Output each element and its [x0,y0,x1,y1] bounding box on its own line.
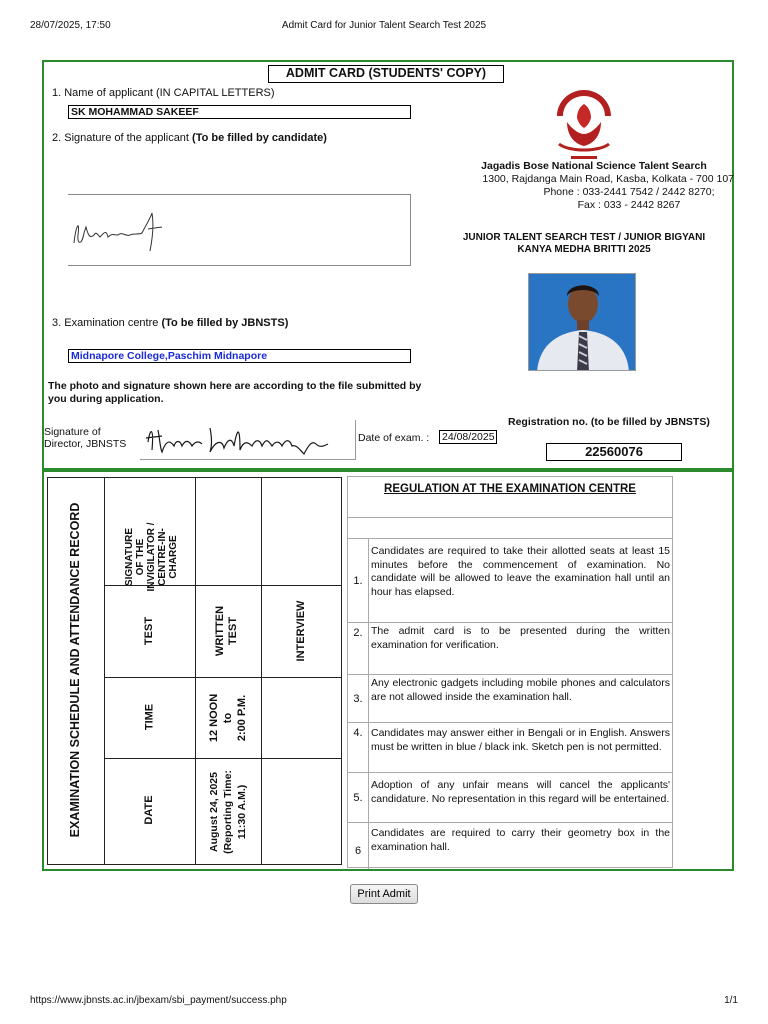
organization-phone: Phone : 033-2441 7542 / 2442 8270; [543,186,715,198]
admit-card-top [42,60,734,470]
jbnsts-logo-icon [539,84,629,164]
rule-item: 6 Candidates are required to carry their geometry box in the examination hall. [348,823,672,869]
print-datetime: 28/07/2025, 17:50 [30,20,111,31]
registration-number: 22560076 [546,443,682,461]
rule-item: 1. Candidates are required to take their allotted seats at least 15 minutes before the commencement of examination. No candidate will be allowed to leave the examination hall until an hour has elapsed. [348,539,672,623]
organization-block [434,160,734,212]
organization-address: 1300, Rajdanga Main Road, Kasba, Kolkata - 700 107 [482,173,734,185]
print-page-title: Admit Card for Junior Talent Search Test 2025 [281,20,487,31]
director-signature-label: Signature of Director, JBNSTS [44,426,127,450]
applicant-photo [528,273,636,371]
rule-item: 4. Candidates may answer either in Bengali or in English. Answers must be written in blue / black ink. Sketch pen is not permitted. [348,723,672,773]
regulations-title: REGULATION AT THE EXAMINATION CENTRE [384,483,636,495]
regulations-box [347,476,673,868]
print-page-number: 1/1 [724,995,738,1006]
signature-label: 2. Signature of the applicant (To be filled by candidate) [52,132,327,144]
test-header: TEST [143,616,155,646]
time-cell: 12 NOON to 2:00 P.M. [208,693,248,743]
admit-card-title: ADMIT CARD (STUDENTS' COPY) [268,65,504,83]
print-footer [30,995,738,1009]
director-signature-icon [140,420,356,460]
registration-label: Registration no. (to be filled by JBNSTS) [508,416,710,428]
exam-centre-label: 3. Examination centre (To be filled by JBNSTS) [52,317,289,329]
rule-item: 5. Adoption of any unfair means will cancel the applicants' candidature. No representation in this regard will be entertained. [348,773,672,823]
rule-item: 2. The admit card is to be presented during the written examination for verification. [348,623,672,675]
director-signature-box [140,420,356,460]
rule-item: 3. Any electronic gadgets including mobile phones and calculators are not allowed inside the examination hall. [348,675,672,723]
written-test-cell: WRITTEN TEST [214,605,239,657]
applicant-signature-box [68,194,411,266]
print-url: https://www.jbnsts.ac.in/jbexam/sbi_payment/success.php [30,995,287,1006]
exam-date-label: Date of exam. : [358,432,430,444]
exam-centre-field: Midnapore College,Paschim Midnapore [68,349,411,363]
admit-card-bottom [42,470,734,871]
date-header: DATE [143,795,155,825]
print-header [30,20,738,34]
applicant-photo-icon [529,274,636,371]
applicant-signature-icon [70,205,190,255]
schedule-table [47,477,342,865]
exam-name: JUNIOR TALENT SEARCH TEST / JUNIOR BIGYANI KANYA MEDHA BRITTI 2025 [462,232,706,255]
organization-fax: Fax : 033 - 2442 8267 [577,199,681,211]
exam-date-field: 24/08/2025 [439,430,497,444]
photo-signature-note: The photo and signature shown here are according to the file submitted by you during application. [48,380,422,405]
applicant-name-label: 1. Name of applicant (IN CAPITAL LETTERS) [52,87,275,99]
signature-header: SIGNATURE OF THE INVIGILATOR / CENTRE-IN- CHARGE [124,522,179,592]
interview-cell: INTERVIEW [295,600,307,662]
schedule-title: EXAMINATION SCHEDULE AND ATTENDANCE RECORD [68,502,82,838]
organization-name: Jagadis Bose National Science Talent Search [481,160,707,172]
applicant-name-field: SK MOHAMMAD SAKEEF [68,105,411,119]
time-header: TIME [143,703,156,731]
print-admit-button[interactable]: Print Admit [350,884,418,904]
date-cell: August 24, 2025 (Reporting Time: 11:30 A.M.) [208,770,248,854]
